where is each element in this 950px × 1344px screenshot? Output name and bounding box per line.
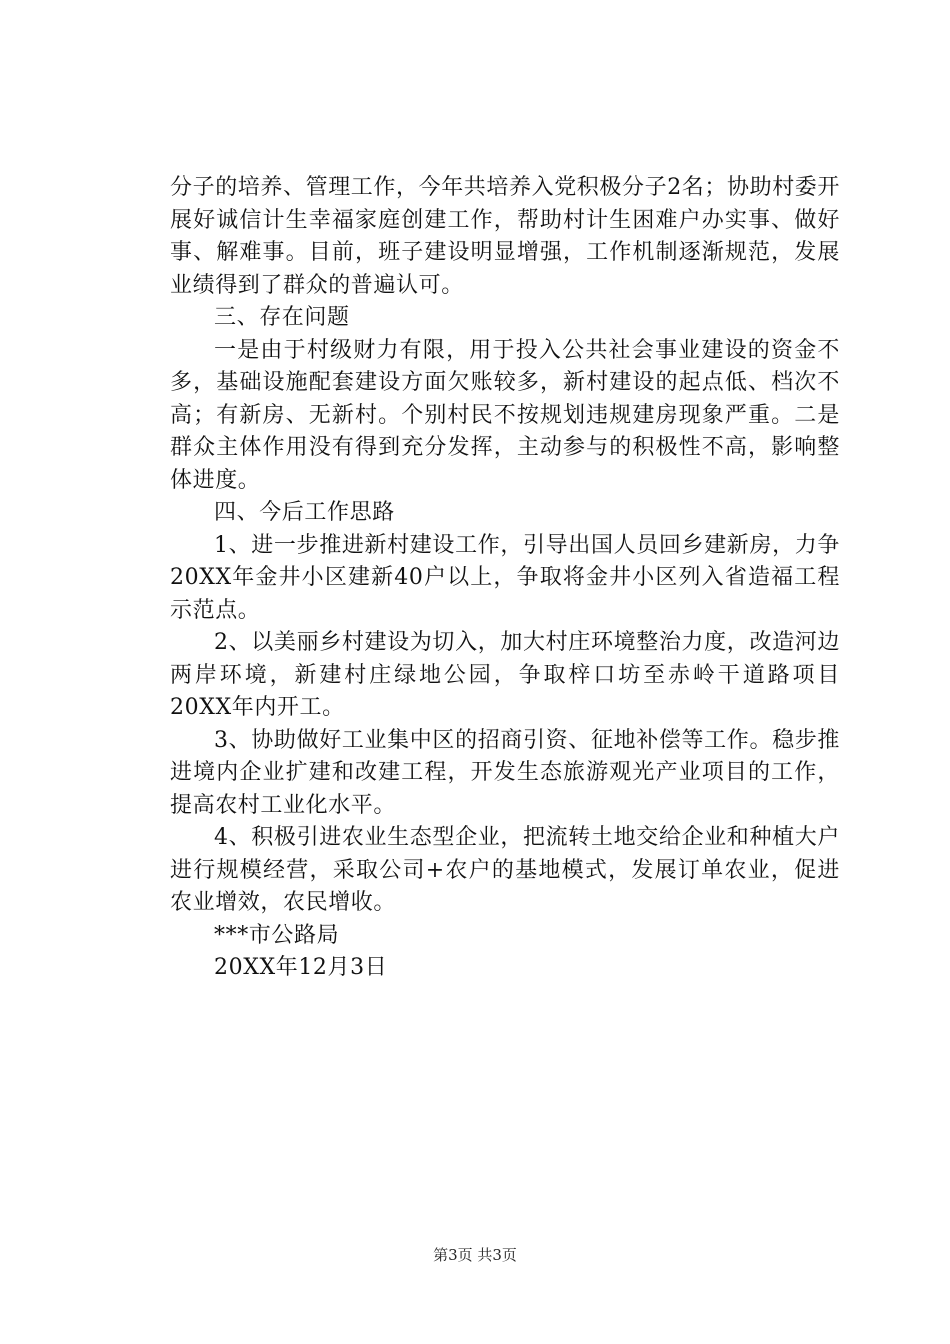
paragraph-continuation: 分子的培养、管理工作，今年共培养入党积极分子2名；协助村委开展好诚信计生幸福家庭创建工作，帮助村计生困难户办实事、做好事、解难事。目前，班子建设明显增强，工作机制逐渐规范，发展业绩得到了群众的普遍认可。	[170, 175, 840, 298]
document-body	[170, 172, 840, 985]
section-heading-problems: 三、存在问题	[214, 305, 350, 330]
signature-organization: ***市公路局	[214, 922, 340, 948]
plan-item-4: 4、积极引进农业生态型企业，把流转土地交给企业和种植大户进行规模经营，采取公司+农户的基地模式，发展订单农业，促进农业增效，农民增收。	[170, 825, 840, 915]
page-number-footer: 第3页 共3页	[433, 1246, 517, 1264]
section-heading-plans: 四、今后工作思路	[214, 500, 395, 525]
plan-item-2: 2、以美丽乡村建设为切入，加大村庄环境整治力度，改造河边两岸环境，新建村庄绿地公园，争取梓口坊至赤岭干道路项目20XX年内开工。	[170, 630, 840, 720]
paragraph-problems: 一是由于村级财力有限，用于投入公共社会事业建设的资金不多，基础设施配套建设方面欠账较多，新村建设的起点低、档次不高；有新房、无新村。个别村民不按规划违规建房现象严重。二是群众主体作用没有得到充分发挥，主动参与的积极性不高，影响整体进度。	[170, 337, 840, 493]
plan-item-3: 3、协助做好工业集中区的招商引资、征地补偿等工作。稳步推进境内企业扩建和改建工程，开发生态旅游观光产业项目的工作，提高农村工业化水平。	[170, 727, 840, 818]
plan-item-1: 1、进一步推进新村建设工作，引导出国人员回乡建新房，力争20XX年金井小区建新40户以上，争取将金井小区列入省造福工程示范点。	[170, 532, 840, 623]
signature-date: 20XX年12月3日	[214, 955, 388, 980]
